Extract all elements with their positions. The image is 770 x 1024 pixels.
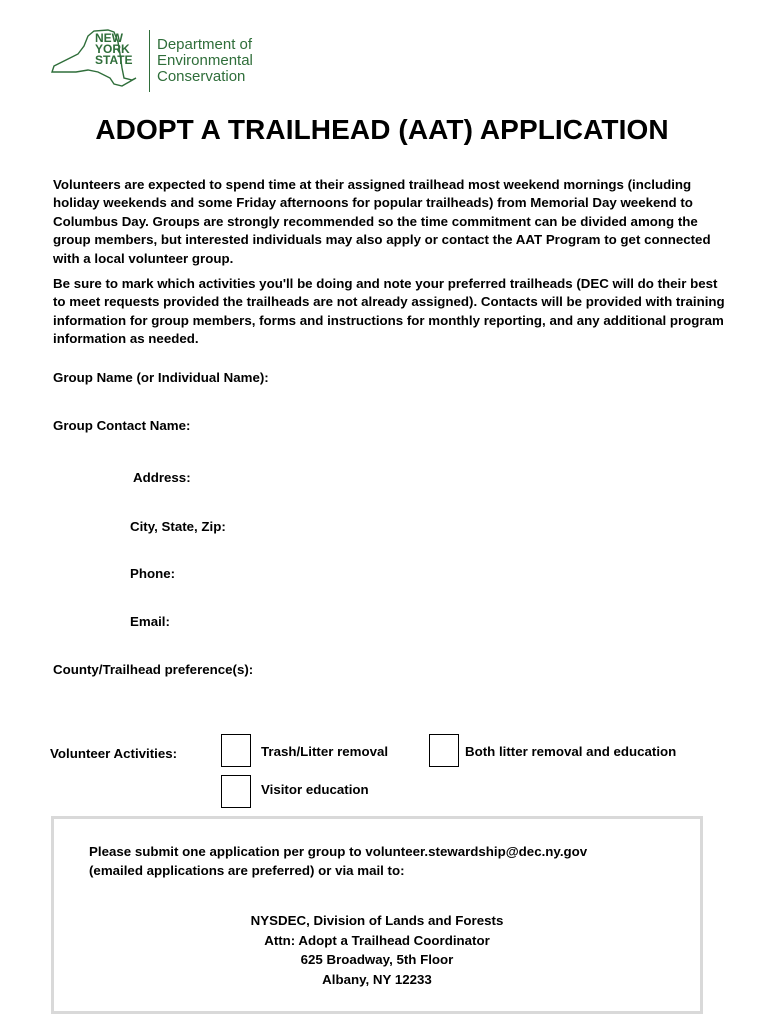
visitor-education-checkbox[interactable] <box>221 775 251 808</box>
logo-state-name <box>95 33 133 66</box>
logo-state-line2: YORK <box>95 42 130 56</box>
page-title: ADOPT A TRAILHEAD (AAT) APPLICATION <box>95 114 669 145</box>
mailing-address-line-4: Albany, NY 12233 <box>322 971 432 987</box>
submission-line-2: (emailed applications are preferred) or via mail to: <box>89 862 405 878</box>
trash-litter-checkbox[interactable] <box>221 734 251 767</box>
intro-paragraph-1: Volunteers are expected to spend time at their assigned trailhead most weekend mornings (including holiday weekends and some Friday afternoons for popular trailheads) from Memorial Day weekend to Columbus Day. Groups are strongly recommended so the time commitment can be divided among the group members, but interested individuals may also apply or contact the AAT Program to get connected with a local volunteer group. <box>53 177 711 266</box>
logo-state-line3: STATE <box>95 53 133 67</box>
group-name-label: Group Name (or Individual Name): <box>53 370 269 385</box>
submission-line-1[interactable]: Please submit one application per group to volunteer.stewardship@dec.ny.gov <box>89 844 588 859</box>
logo-dept-line2: Environmental <box>157 52 253 69</box>
both-activities-checkbox[interactable] <box>429 734 459 767</box>
phone-label: Phone: <box>130 566 176 581</box>
mailing-address-line-1: NYSDEC, Division of Lands and Forests <box>250 913 504 928</box>
city-state-zip-label: City, State, Zip: <box>130 519 226 534</box>
address-label: Address: <box>133 470 191 485</box>
submission-instructions <box>89 843 587 880</box>
email-label: Email: <box>130 614 170 629</box>
logo-department-name <box>157 37 253 85</box>
intro-paragraph-2: Be sure to mark which activities you'll be doing and note your preferred trailheads (DEC will do their best to meet requests provided the trailheads are not already assigned). Contacts will be provided with training information for group members, forms and instructions for monthly reporting, and any additional program information as needed. <box>53 276 725 347</box>
county-trailhead-label: County/Trailhead preference(s): <box>53 662 254 677</box>
mailing-address <box>51 911 703 989</box>
mailing-address-line-2: Attn: Adopt a Trailhead Coordinator <box>264 932 490 948</box>
volunteer-activities-label: Volunteer Activities: <box>50 746 178 761</box>
both-activities-option-label: Both litter removal and education <box>465 744 677 759</box>
trash-litter-option-label: Trash/Litter removal <box>261 744 389 759</box>
group-contact-label: Group Contact Name: <box>53 418 191 433</box>
mailing-address-line-3: 625 Broadway, 5th Floor <box>300 952 454 967</box>
logo-divider <box>149 30 150 92</box>
logo-dept-line3: Conservation <box>157 68 246 85</box>
logo-dept-line1: Department of <box>157 36 253 53</box>
visitor-education-option-label: Visitor education <box>261 782 369 797</box>
logo-state-line1: NEW <box>95 31 123 45</box>
